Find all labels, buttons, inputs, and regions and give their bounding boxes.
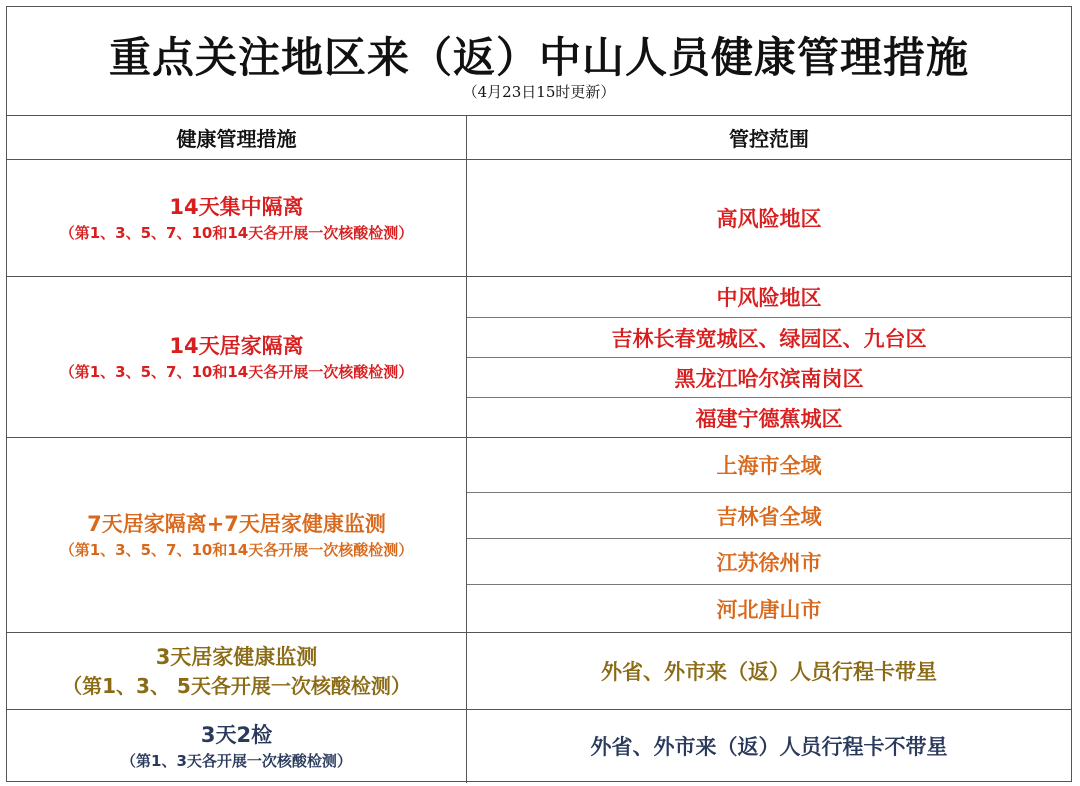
scope-text: 外省、外市来（返）人员行程卡不带星	[590, 735, 948, 759]
scope-text: 吉林长春宽城区、绿园区、九台区	[611, 326, 927, 351]
scope-text: 外省、外市来（返）人员行程卡带星	[601, 660, 937, 684]
measure-cell-home-monitoring	[7, 633, 466, 709]
measure-note: （第1、3、5、7、10和14天各开展一次核酸检测）	[59, 362, 414, 381]
scope-text: 中风险地区	[716, 286, 822, 310]
measure-cell-home-quarantine	[7, 277, 466, 437]
scope-cell	[467, 358, 1071, 397]
scope-text: 上海市全域	[716, 454, 822, 478]
scope-cell	[467, 493, 1071, 538]
measure-cell-two-tests	[7, 710, 466, 782]
scope-text: 黑龙江哈尔滨南岗区	[674, 366, 864, 391]
measure-cell-central-quarantine	[7, 160, 466, 276]
column-header-label: 健康管理措施	[176, 126, 297, 151]
column-header-label: 管控范围	[729, 126, 809, 151]
scope-text: 江苏徐州市	[716, 550, 822, 575]
measure-note: （第1、3、5、7、10和14天各开展一次核酸检测）	[59, 223, 414, 242]
scope-cell	[467, 160, 1071, 276]
scope-cell	[467, 438, 1071, 492]
scope-text: 吉林省全域	[716, 504, 822, 529]
measure-note: （第1、3天各开展一次核酸检测）	[121, 751, 352, 770]
page-title: 重点关注地区来（返）中山人员健康管理措施	[108, 33, 969, 82]
measure-note: （第1、3、 5天各开展一次核酸检测）	[62, 674, 411, 699]
measure-cell-home-quarantine-monitoring	[7, 438, 466, 632]
scope-cell	[467, 539, 1071, 584]
scope-cell	[467, 585, 1071, 632]
update-time: （4月23日15时更新）	[462, 83, 616, 101]
measure-title: 14天居家隔离	[169, 334, 304, 359]
measure-title: 7天居家隔离+7天居家健康监测	[87, 512, 386, 537]
scope-text: 高风险地区	[716, 207, 822, 231]
column-header-scope	[467, 115, 1071, 159]
scope-cell	[467, 398, 1071, 437]
scope-cell	[467, 710, 1071, 782]
measure-title: 3天居家健康监测	[155, 644, 318, 669]
scope-cell	[467, 633, 1071, 709]
column-header-measures	[7, 115, 466, 159]
scope-cell	[467, 318, 1071, 357]
scope-cell	[467, 277, 1071, 317]
measures-table	[6, 6, 1072, 782]
scope-text: 河北唐山市	[716, 597, 822, 622]
measure-title: 3天2检	[200, 723, 273, 748]
measure-note: （第1、3、5、7、10和14天各开展一次核酸检测）	[59, 540, 414, 559]
measure-title: 14天集中隔离	[169, 195, 304, 220]
scope-text: 福建宁德蕉城区	[695, 406, 843, 431]
title-block	[7, 7, 1071, 116]
